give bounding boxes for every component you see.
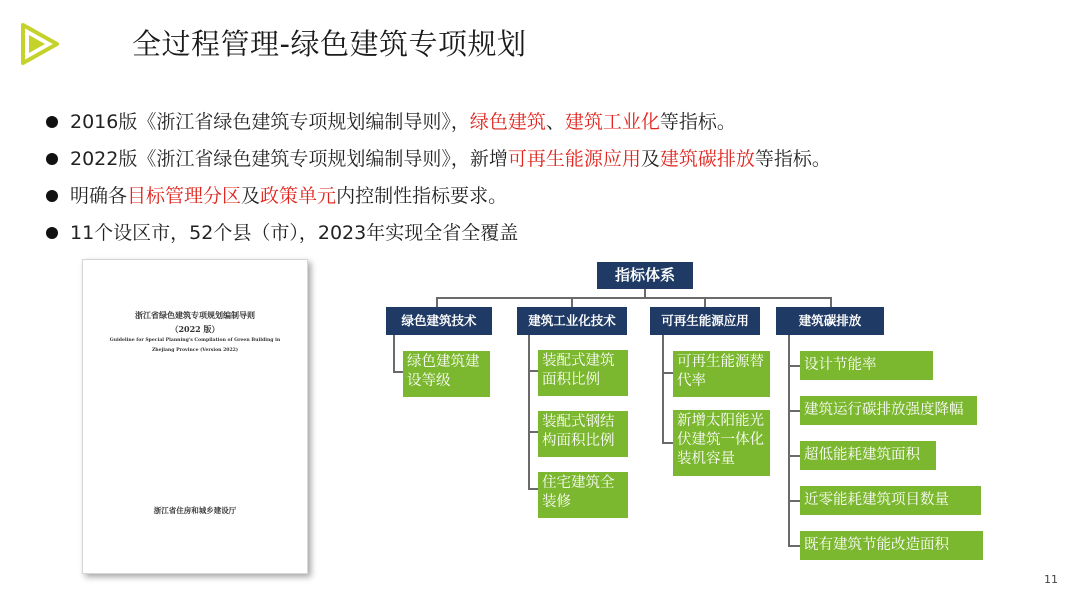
category-renewable-energy: 可再生能源应用 bbox=[650, 307, 760, 335]
connector-line bbox=[436, 297, 438, 307]
category-industrialization: 建筑工业化技术 bbox=[517, 307, 627, 335]
bullet-text: 2022版《浙江省绿色建筑专项规划编制导则》，新增 bbox=[70, 148, 508, 170]
indicator-box: 近零能耗建筑项目数量 bbox=[800, 486, 981, 515]
connector-line bbox=[788, 410, 800, 412]
bullet-highlight: 可再生能源应用 bbox=[507, 148, 641, 170]
document-version: （2022 版） bbox=[170, 324, 220, 334]
bullet-text: 明确各 bbox=[70, 185, 128, 207]
bullet-highlight: 政策单元 bbox=[260, 185, 337, 207]
indicator-box: 装配式建筑面积比例 bbox=[538, 350, 628, 396]
bullet-text: 11个设区市，52个县（市），2023年实现全省全覆盖 bbox=[70, 222, 519, 244]
indicator-box: 绿色建筑建设等级 bbox=[403, 351, 490, 397]
indicator-box: 新增太阳能光伏建筑一体化装机容量 bbox=[673, 410, 770, 476]
bullet-dot-icon bbox=[46, 227, 58, 239]
bullet-text: 等指标。 bbox=[754, 148, 831, 170]
connector-line bbox=[788, 545, 800, 547]
page-title: 全过程管理-绿色建筑专项规划 bbox=[132, 27, 527, 61]
indicator-box: 住宅建筑全装修 bbox=[538, 472, 628, 518]
document-title: 浙江省绿色建筑专项规划编制导则 bbox=[135, 310, 255, 320]
bullet-highlight: 建筑碳排放 bbox=[659, 148, 755, 170]
bullet-item bbox=[44, 144, 1044, 181]
bullet-text: 等指标。 bbox=[659, 111, 736, 133]
document-english-title: Guideline for Special Planning's Compilation of Green Building in bbox=[109, 338, 281, 343]
connector-line bbox=[830, 297, 832, 307]
indicator-box: 装配式钢结构面积比例 bbox=[538, 411, 628, 457]
indicator-box: 可再生能源替代率 bbox=[673, 351, 770, 397]
org-chart-root: 指标体系 bbox=[597, 262, 693, 289]
bullet-dot-icon bbox=[46, 190, 58, 202]
bullet-dot-icon bbox=[46, 153, 58, 165]
page-number: 11 bbox=[1044, 573, 1058, 586]
play-triangle-icon bbox=[20, 22, 60, 66]
connector-line bbox=[571, 297, 573, 307]
document-publisher: 浙江省住房和城乡建设厅 bbox=[153, 506, 237, 515]
bullet-text: 及 bbox=[241, 185, 261, 207]
bullet-item bbox=[44, 181, 1044, 218]
connector-line bbox=[528, 335, 530, 490]
indicator-box: 建筑运行碳排放强度降幅 bbox=[800, 396, 977, 425]
document-english-title: Zhejiang Province (Version 2022) bbox=[151, 348, 239, 353]
indicator-box: 既有建筑节能改造面积 bbox=[800, 531, 983, 560]
bullet-text: 内控制性指标要求。 bbox=[336, 185, 508, 207]
indicator-box: 设计节能率 bbox=[800, 351, 933, 380]
category-green-building: 绿色建筑技术 bbox=[386, 307, 492, 335]
connector-line bbox=[788, 365, 800, 367]
bullet-text: 及 bbox=[640, 148, 660, 170]
connector-line bbox=[393, 335, 395, 372]
bullet-item bbox=[44, 107, 1044, 144]
bullet-dot-icon bbox=[46, 116, 58, 128]
bullet-text: 2016版《浙江省绿色建筑专项规划编制导则》， bbox=[70, 111, 470, 133]
connector-line bbox=[788, 500, 800, 502]
bullet-item bbox=[44, 218, 1044, 255]
bullet-text: 、 bbox=[545, 111, 565, 133]
bullet-highlight: 目标管理分区 bbox=[127, 185, 242, 207]
category-carbon-emission: 建筑碳排放 bbox=[776, 307, 884, 335]
document-cover bbox=[82, 259, 308, 574]
connector-line bbox=[662, 335, 664, 444]
connector-line bbox=[704, 297, 706, 307]
bullet-highlight: 绿色建筑 bbox=[469, 111, 546, 133]
bullet-highlight: 建筑工业化 bbox=[564, 111, 660, 133]
connector-line bbox=[436, 297, 832, 299]
bullet-list bbox=[44, 107, 1044, 255]
indicator-box: 超低能耗建筑面积 bbox=[800, 441, 936, 470]
connector-line bbox=[788, 455, 800, 457]
